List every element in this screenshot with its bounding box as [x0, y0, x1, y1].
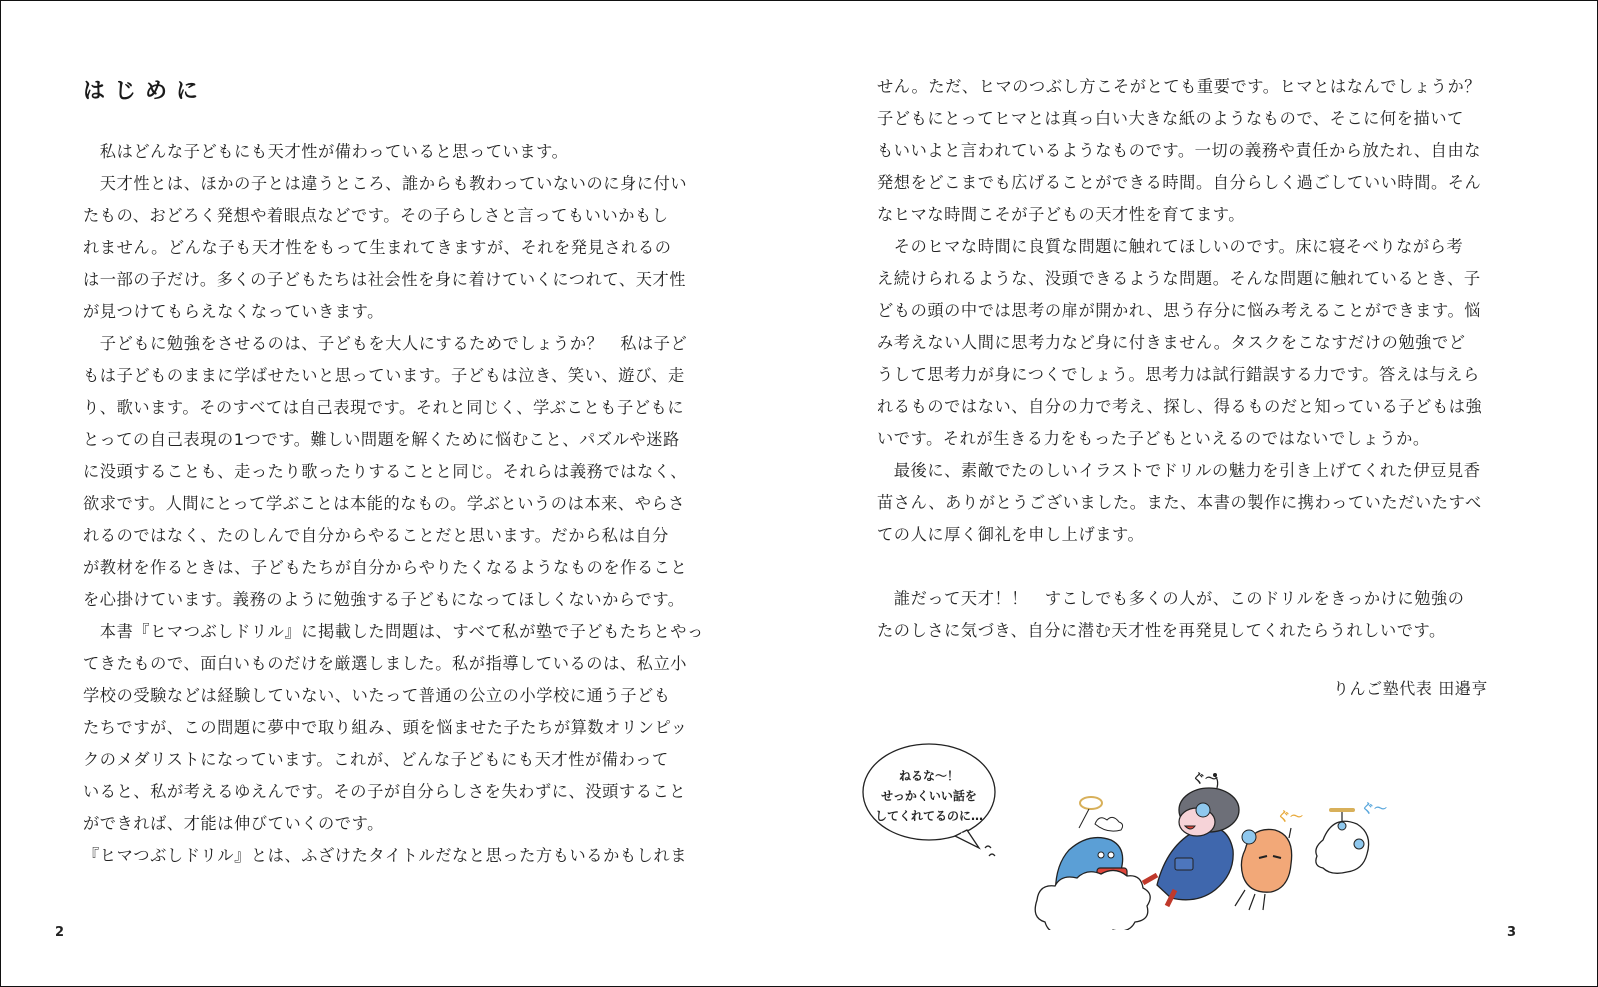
text-line: いです。それが生きる力をもった子どもといえるのではないでしょうか。 [877, 429, 1430, 448]
text-line: もいいよと言われているようなものです。一切の義務や責任から放たれ、自由な [877, 141, 1482, 160]
sleeping-characters-illustration [857, 740, 1388, 930]
page-number-right: 3 [1507, 925, 1517, 940]
speech-bubble-text [871, 766, 987, 826]
text-line: てきたもので、面白いものだけを厳選しました。私が指導しているのは、私立小 [83, 654, 688, 673]
speech-line-2: せっかくいい話を [881, 789, 977, 803]
snore-sfx-2: ぐ〜 [1277, 810, 1304, 825]
text-line: たのしさに気づき、自分に潜む天才性を再発見してくれたらうれしいです。 [877, 621, 1446, 640]
speech-line-1: ねるな〜！ [898, 769, 959, 783]
right-body-text [877, 71, 1482, 647]
ghost-propeller-character-icon [1316, 810, 1369, 873]
right-page [799, 0, 1598, 987]
text-line: を心掛けています。義務のように勉強する子どもになってほしくないからです。 [83, 590, 685, 609]
text-line: ての人に厚く御礼を申し上げます。 [877, 525, 1145, 544]
text-line: 最後に、素敵でたのしいイラストでドリルの魅力を引き上げてくれた伊豆見香 [877, 461, 1481, 480]
text-line: とっての自己表現の1つです。難しい問題を解くために悩むこと、パズルや迷路 [83, 430, 680, 449]
text-line: 私はどんな子どもにも天才性が備わっていると思っています。 [83, 142, 569, 161]
snore-sfx-3: ぐ〜 [1361, 802, 1388, 817]
text-line: いると、私が考えるゆえんです。その子が自分らしさを失わずに、没頭すること [83, 782, 687, 801]
author-signature: りんご塾代表 田邉亨 [1332, 679, 1488, 698]
speech-line-3: してくれてるのに… [874, 809, 983, 823]
text-line: たもの、おどろく発想や着眼点などです。その子らしさと言ってもいいかもし [83, 206, 669, 225]
text-line: うして思考力が身につくでしょう。思考力は試行錯誤する力です。答えは与えら [877, 365, 1480, 384]
text-line: 苗さん、ありがとうございました。また、本書の製作に携わっていただいたすべ [877, 493, 1482, 512]
text-line: れるのではなく、たのしんで自分からやることだと思います。だから私は自分 [83, 526, 669, 545]
text-line: が教材を作るときは、子どもたちが自分からやりたくなるようなものを作ること [83, 558, 688, 577]
text-line: もは子どものままに学ばせたいと思っています。子どもは泣き、笑い、遊び、走 [83, 366, 685, 385]
text-line: ができれば、才能は伸びていくのです。 [83, 814, 384, 833]
text-line: 欲求です。人間にとって学ぶことは本能的なもの。学ぶというのは本来、やらさ [83, 494, 686, 513]
text-line: み考えない人間に思考力など身に付きません。タスクをこなすだけの勉強でど [877, 333, 1466, 352]
text-line: れるものではない、自分の力で考え、探し、得るものだと知っている子どもは強 [877, 397, 1483, 416]
text-line: れません。どんな子も天才性をもって生まれてきますが、それを発見されるの [83, 238, 672, 257]
left-body-text [83, 136, 704, 872]
page-title: はじめに [83, 79, 208, 104]
text-line: 誰だって天才！！ すこしでも多くの人が、このドリルをきっかけに勉強の [877, 589, 1465, 608]
text-line: たちですが、この問題に夢中で取り組み、頭を悩ませた子たちが算数オリンピッ [83, 718, 688, 737]
snore-sfx-1: ぐ〜 [1192, 772, 1219, 787]
text-line: 学校の受験などは経験していない、いたって普通の公立の小学校に通う子ども [83, 686, 671, 705]
text-line: なヒマな時間こそが子どもの天才性を育てます。 [877, 205, 1246, 224]
text-line: は一部の子だけ。多くの子どもたちは社会性を身に着けていくにつれて、天才性 [83, 270, 687, 289]
text-line: 天才性とは、ほかの子とは違うところ、誰からも教わっていないのに身に付い [83, 174, 688, 193]
text-line: 子どもにとってヒマとは真っ白い大きな紙のようなもので、そこに何を描いて [877, 109, 1464, 128]
text-line: 本書『ヒマつぶしドリル』に掲載した問題は、すべて私が塾で子どもたちとやっ [83, 622, 704, 641]
text-line: そのヒマな時間に良質な問題に触れてほしいのです。床に寝そべりながら考 [877, 237, 1464, 256]
text-line: クのメダリストになっています。これが、どんな子どもにも天才性が備わって [83, 750, 669, 769]
text-line: が見つけてもらえなくなっていきます。 [83, 302, 384, 321]
text-line: 『ヒマつぶしドリル』とは、ふざけたタイトルだなと思った方もいるかもしれま [83, 846, 688, 865]
page-number-left: 2 [55, 925, 65, 940]
text-line: 発想をどこまでも広げることができる時間。自分らしく過ごしていい時間。そん [877, 173, 1482, 192]
text-line: え続けられるような、没頭できるような問題。そんな問題に触れているとき、子 [877, 269, 1481, 288]
paragraph-gap [877, 551, 1482, 583]
orange-robot-character-icon [1235, 828, 1292, 910]
text-line: せん。ただ、ヒマのつぶし方こそがとても重要です。ヒマとはなんでしょうか？ [877, 77, 1482, 96]
sleeping-girl-character-icon [1143, 773, 1239, 906]
text-line: どもの頭の中では思考の扉が開かれ、思う存分に悩み考えることができます。悩 [877, 301, 1482, 320]
text-line: に没頭することも、走ったり歌ったりすることと同じ。それらは義務ではなく、 [83, 462, 688, 481]
text-line: り、歌います。そのすべては自己表現です。それと同じく、学ぶことも子どもに [83, 398, 685, 417]
text-line: 子どもに勉強をさせるのは、子どもを大人にするためでしょうか？ 私は子ど [83, 334, 688, 353]
